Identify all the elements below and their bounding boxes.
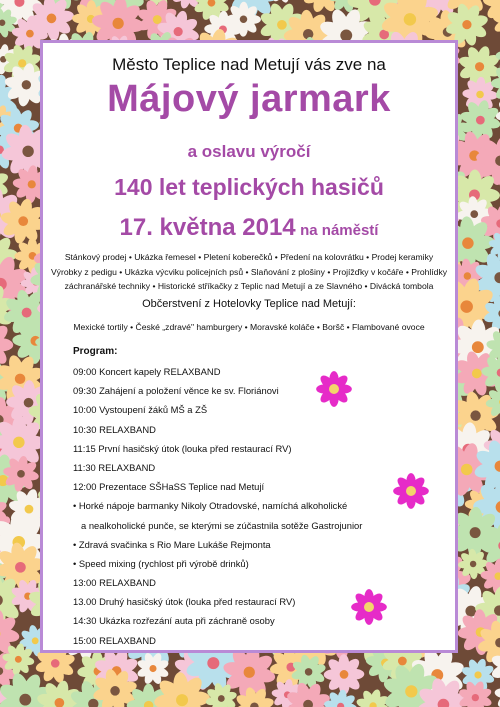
program-item: 13.00 Druhý hasičský útok (louka před restaurací RV) (73, 596, 296, 608)
background-flower-center (19, 694, 31, 706)
background-flower-center (26, 30, 34, 38)
background-flower-center (340, 670, 349, 679)
background-flower-center (18, 59, 26, 67)
program-item: 14:30 Ukázka rozřezání auta při záchraně osoby (73, 615, 275, 627)
program-item: 10:00 Vystoupení žáků MŠ a ZŠ (73, 404, 208, 416)
program-item: 11:15 První hasičský útok (louka před restaurací RV) (73, 442, 292, 454)
background-flower-center (474, 671, 481, 678)
background-flower-center (22, 80, 31, 89)
background-flower-center (240, 15, 247, 22)
background-flower-center (476, 116, 485, 125)
date-place: na náměstí (300, 222, 379, 239)
background-flower-center (464, 272, 471, 279)
program-item: 09:30 Zahájení a položení věnce ke sv. Floriánovi (73, 385, 279, 397)
background-flower-center (470, 527, 481, 538)
event-subtitle: a oslavu výročí (187, 142, 311, 161)
background-flower-center (32, 637, 39, 644)
background-flower-center (472, 369, 482, 379)
background-flower-center (277, 20, 287, 30)
background-flower-center (15, 374, 25, 384)
background-flower-center (113, 18, 124, 29)
background-flower-center (15, 562, 26, 573)
background-flower-center (51, 659, 60, 668)
background-flower-center (398, 657, 407, 666)
background-flower-center (17, 470, 25, 478)
background-flower-center (461, 464, 473, 476)
background-flower-center (218, 695, 225, 702)
background-flower-center (174, 27, 183, 36)
background-flower-center (110, 686, 120, 696)
background-flower-center (462, 237, 473, 248)
background-flower-center (28, 180, 36, 188)
background-flower-center (176, 694, 188, 706)
program-item: a nealkoholické punče, se kterými se zúčastnila sotěže Gastrojunior (81, 519, 363, 531)
program-item: • Horké nápoje barmanky Nikoly Otradovské, namíchá alkoholické (73, 500, 348, 512)
background-flower-center (24, 398, 34, 408)
background-flower-center (149, 665, 156, 672)
program-item: • Zdravá svačinka s Rio Mare Lukáše Rejmonta (73, 538, 271, 550)
background-flower-center (460, 300, 472, 312)
background-flower-center (475, 62, 484, 71)
background-flower-center (25, 505, 34, 514)
program-item: 13:00 RELAXBAND (73, 577, 156, 589)
background-flower-center (207, 657, 219, 669)
event-title: Májový jarmark (107, 78, 391, 120)
background-flower-center (476, 91, 484, 99)
background-flower-center (472, 694, 479, 701)
program-item: • Speed mixing (rychlost při výrobě drinků) (73, 557, 249, 569)
attractions-line: Výrobky z pedigu • Ukázka výcviku policejních psů • Slaňování z plošiny • Projížďky v kočáře • Prohlídky (50, 266, 448, 277)
program-item: 12:00 Prezentace SŠHaSS Teplice nad Metují (73, 481, 265, 493)
background-flower-center (470, 210, 478, 218)
background-flower-center (22, 308, 32, 318)
refreshments-list: Mexické tortily • České „zdravé" hamburgery • Moravské koláče • Boršč • Flambované ovoce (73, 322, 425, 332)
background-flower-center (18, 216, 28, 226)
anniversary-line: 140 let teplických hasičů (114, 174, 384, 200)
background-flower-center (13, 437, 24, 448)
program-item: 10:30 RELAXBAND (73, 423, 156, 435)
background-flower-center (244, 667, 255, 678)
background-flower-center (472, 341, 484, 353)
background-flower-center (47, 14, 57, 24)
background-flower-center (305, 668, 313, 676)
attractions-line: Stánkový prodej • Ukázka řemesel • Pletení koberečků • Předení na kolovrátku • Prodej keramiky (64, 252, 434, 262)
background-flower-center (15, 656, 22, 663)
background-flower-center (22, 146, 33, 157)
refreshments-heading: Občerstvení z Hotelovky Teplice nad Metují: (142, 298, 356, 310)
event-date (40, 214, 458, 242)
background-flower-center (470, 561, 476, 567)
background-flower-center (405, 685, 417, 697)
invite-line: Město Teplice nad Metují vás zve na (112, 55, 386, 74)
background-flower-center (153, 15, 162, 24)
background-flower-center (404, 13, 416, 25)
background-flower-center (470, 410, 480, 420)
program-heading: Program: (73, 346, 118, 357)
program-item: 15:00 RELAXBAND (73, 634, 156, 646)
attractions-line: záchranářské techniky • Historické stříkačky z Teplic nad Metují a ze Slavného • Divácká tombola (64, 281, 434, 292)
attractions-list (48, 250, 450, 294)
background-flower-center (462, 20, 471, 29)
program-item: 11:30 RELAXBAND (73, 461, 156, 473)
program-item: 09:00 Koncert kapely RELAXBAND (73, 366, 221, 377)
date-main: 17. května 2014 (119, 214, 296, 241)
program-list (73, 362, 413, 650)
